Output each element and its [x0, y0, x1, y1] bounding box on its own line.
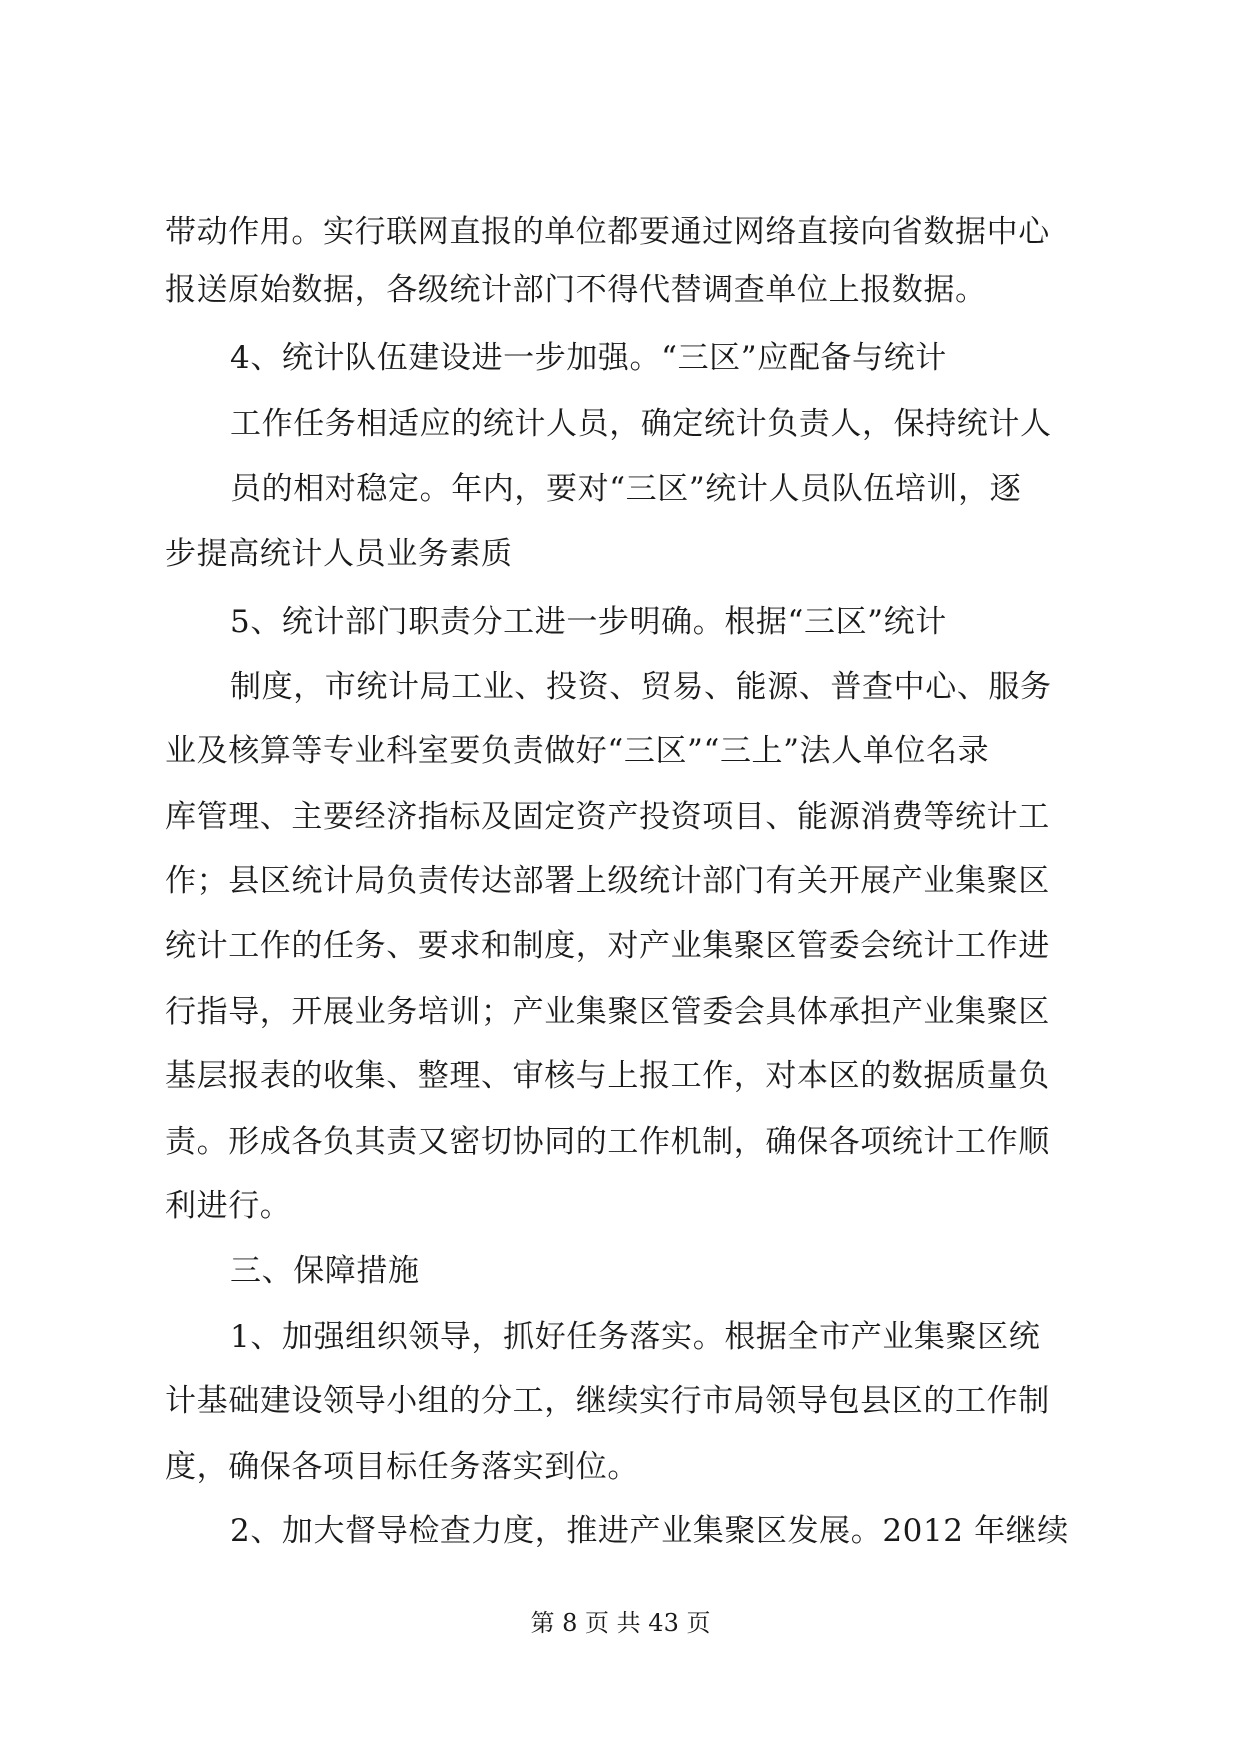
body-line-3: 4、统计队伍建设进一步加强。“三区”应配备与统计 [230, 340, 947, 376]
body-line-16: 利进行。 [165, 1188, 292, 1224]
body-line-7: 5、统计部门职责分工进一步明确。根据“三区”统计 [230, 604, 947, 640]
body-line-5: 员的相对稳定。年内，要对“三区”统计人员队伍培训，逐 [230, 471, 1022, 507]
body-line-21: 2、加大督导检查力度，推进产业集聚区发展。2012 年继续 [230, 1513, 1069, 1549]
body-line-18: 1、加强组织领导，抓好任务落实。根据全市产业集聚区统 [230, 1319, 1041, 1355]
body-line-11: 作；县区统计局负责传达部署上级统计部门有关开展产业集聚区 [165, 863, 1050, 899]
body-line-14: 基层报表的收集、整理、审核与上报工作，对本区的数据质量负 [165, 1058, 1050, 1094]
body-line-12: 统计工作的任务、要求和制度，对产业集聚区管委会统计工作进 [165, 928, 1050, 964]
body-line-1: 带动作用。实行联网直报的单位都要通过网络直接向省数据中心 [165, 214, 1050, 250]
body-line-6: 步提高统计人员业务素质 [165, 536, 513, 572]
body-line-8: 制度，市统计局工业、投资、贸易、能源、普查中心、服务 [230, 669, 1052, 705]
body-line-9: 业及核算等专业科室要负责做好“三区”“三上”法人单位名录 [165, 733, 990, 769]
body-line-15: 责。形成各负其责又密切协同的工作机制，确保各项统计工作顺 [165, 1124, 1050, 1160]
page-number-footer: 第 8 页 共 43 页 [530, 1609, 711, 1637]
section-heading: 三、保障措施 [230, 1253, 420, 1289]
body-line-2: 报送原始数据，各级统计部门不得代替调查单位上报数据。 [165, 272, 987, 308]
body-line-10: 库管理、主要经济指标及固定资产投资项目、能源消费等统计工 [165, 799, 1050, 835]
body-line-19: 计基础建设领导小组的分工，继续实行市局领导包县区的工作制 [165, 1383, 1050, 1419]
body-line-20: 度，确保各项目标任务落实到位。 [165, 1449, 639, 1485]
body-line-4: 工作任务相适应的统计人员，确定统计负责人，保持统计人 [230, 406, 1052, 442]
body-line-13: 行指导，开展业务培训；产业集聚区管委会具体承担产业集聚区 [165, 994, 1050, 1030]
